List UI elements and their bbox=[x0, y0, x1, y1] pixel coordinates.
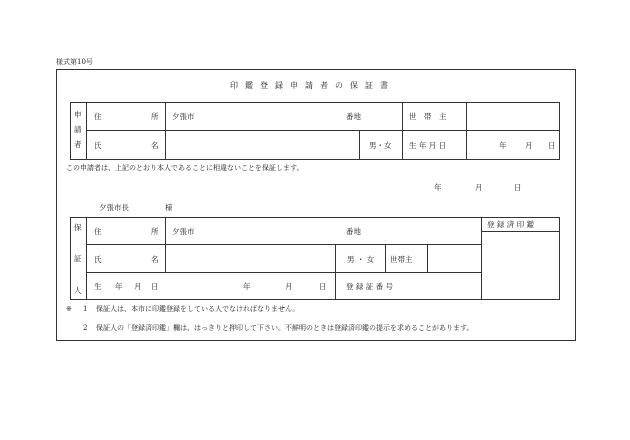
guarantor-registration-number-label: 登 録 証 番 号 bbox=[346, 282, 394, 291]
guarantor-seal-field[interactable] bbox=[482, 232, 559, 299]
guarantor-household-head-label: 世帯主 bbox=[390, 255, 413, 264]
applicant-name-label-2: 名 bbox=[151, 141, 159, 150]
note-2-number: 2 bbox=[83, 324, 88, 332]
applicant-birth-day-unit: 日 bbox=[548, 141, 556, 150]
addressee-name: 夕張市長 bbox=[99, 203, 129, 212]
guarantor-household-head-field[interactable] bbox=[428, 245, 480, 271]
guarantor-birth-year-unit: 年 bbox=[243, 282, 251, 291]
form-number: 様式第10号 bbox=[56, 58, 93, 66]
guarantor-gender-label[interactable]: 男 ・ 女 bbox=[347, 255, 375, 264]
applicant-birth-month-unit: 月 bbox=[525, 141, 533, 150]
applicant-household-head-label: 世 帯 主 bbox=[409, 112, 447, 121]
date-month-unit: 月 bbox=[475, 183, 483, 192]
date-day-unit: 日 bbox=[514, 183, 522, 192]
guarantor-birthdate-label-1: 生 bbox=[94, 282, 102, 291]
guarantor-registration-number-field[interactable] bbox=[428, 273, 480, 299]
applicant-household-head-field[interactable] bbox=[467, 103, 559, 129]
note-1-number: 1 bbox=[83, 305, 88, 313]
guarantor-name-field[interactable] bbox=[166, 245, 334, 271]
note-2-text: 保証人の「登録済印鑑」欄は、はっきりと押印して下さい。不鮮明のときは登録済印鑑の提示を求めることがあります。 bbox=[96, 324, 474, 332]
applicant-address-label-2: 所 bbox=[151, 112, 159, 121]
guarantor-address-label-2: 所 bbox=[151, 227, 159, 236]
guarantor-side-label-3: 人 bbox=[74, 286, 82, 295]
guarantor-side-label-1: 保 bbox=[74, 223, 82, 232]
date-year-unit: 年 bbox=[434, 183, 442, 192]
guarantor-birthdate-label-3: 月 bbox=[134, 282, 142, 291]
guarantee-statement: この申請者は、上記のとおり本人であることに相違ないことを保証します。 bbox=[66, 164, 304, 172]
guarantor-birth-month-unit: 月 bbox=[285, 282, 293, 291]
guarantor-birthdate-label-4: 日 bbox=[151, 282, 159, 291]
guarantor-address-city[interactable]: 夕張市 bbox=[172, 227, 195, 236]
applicant-name-field[interactable] bbox=[166, 131, 358, 159]
guarantor-birth-day-unit: 日 bbox=[319, 282, 327, 291]
applicant-address-label-1: 住 bbox=[94, 112, 102, 121]
applicant-side-label-3: 者 bbox=[74, 140, 82, 149]
applicant-name-label-1: 氏 bbox=[94, 141, 102, 150]
notes-mark: ※ bbox=[66, 305, 72, 313]
guarantor-address-suffix: 番地 bbox=[346, 227, 361, 236]
applicant-birthdate-label: 生 年 月 日 bbox=[409, 141, 447, 150]
applicant-address-city[interactable]: 夕張市 bbox=[172, 112, 195, 121]
guarantor-name-label-1: 氏 bbox=[94, 255, 102, 264]
guarantor-seal-label: 登 録 済 印 鑑 bbox=[487, 220, 535, 229]
applicant-address-suffix: 番地 bbox=[346, 112, 361, 121]
addressee-honorific: 様 bbox=[165, 203, 173, 212]
applicant-gender-label[interactable]: 男・女 bbox=[369, 141, 392, 150]
note-1-text: 保証人は、本市に印鑑登録をしている人でなければなりません。 bbox=[96, 305, 300, 313]
applicant-side-label-2: 請 bbox=[74, 125, 82, 134]
form-title: 印鑑登録申請者の保証書 bbox=[230, 81, 395, 90]
guarantor-side-label-2: 証 bbox=[74, 254, 82, 263]
guarantor-address-label-1: 住 bbox=[94, 227, 102, 236]
guarantor-birthdate-label-2: 年 bbox=[115, 282, 123, 291]
applicant-side-label-1: 申 bbox=[74, 110, 82, 119]
applicant-birth-year-unit: 年 bbox=[499, 141, 507, 150]
guarantor-name-label-2: 名 bbox=[151, 255, 159, 264]
